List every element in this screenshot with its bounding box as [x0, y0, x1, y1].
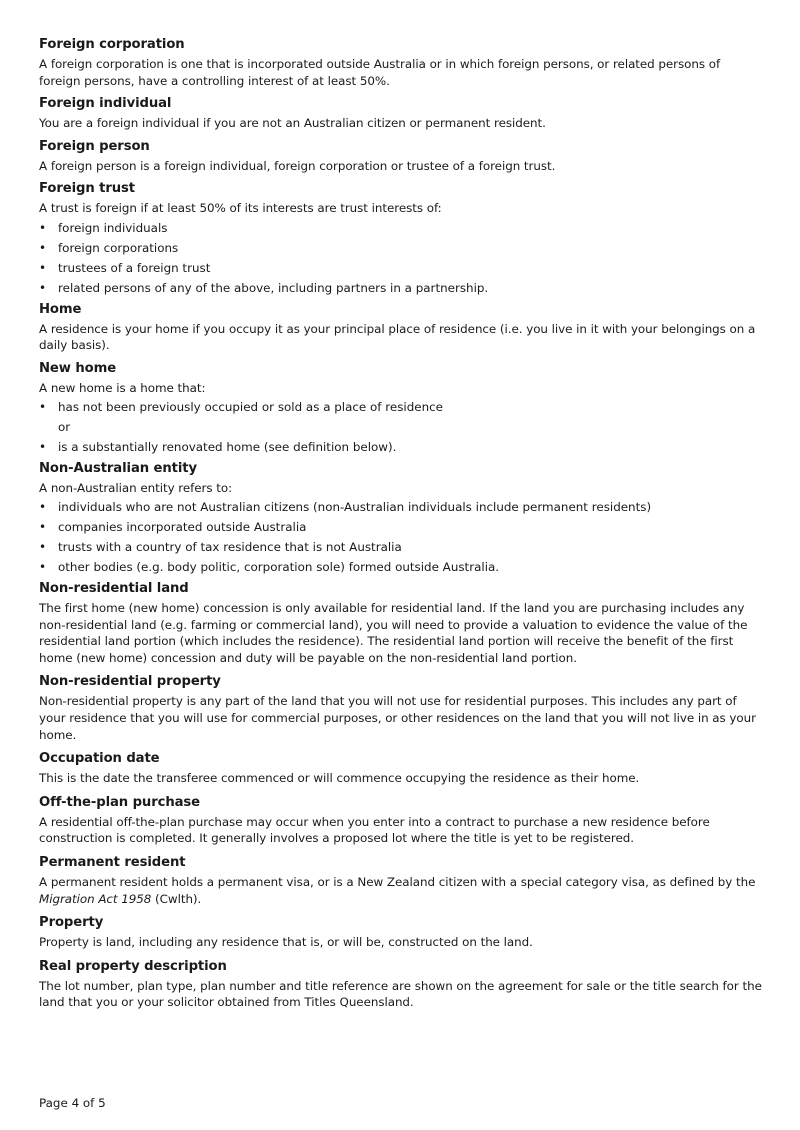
definition-foreign-trust — [39, 181, 763, 296]
term-heading: New home — [39, 360, 117, 376]
term-heading: Permanent resident — [39, 854, 186, 870]
definition-text: A foreign person is a foreign individual, foreign corporation or trustee of a foreign trust. — [39, 158, 556, 173]
definition-text: You are a foreign individual if you are not an Australian citizen or permanent resident. — [39, 116, 546, 131]
definition-text: The lot number, plan type, plan number and title reference are shown on the agreement for sale or the title search for the land that you or your solicitor obtained from Titles Queensland. — [39, 978, 762, 1010]
bullet-item: • foreign individuals — [39, 220, 763, 237]
term-heading: Non-Australian entity — [39, 460, 197, 476]
definition-text: A residence is your home if you occupy it as your principal place of residence (i.e. you live in it with your belongings on a daily basis). — [39, 321, 756, 353]
definition-occupation-date — [39, 751, 763, 787]
definition-text: Non-residential property is any part of the land that you will not use for residential purposes. This includes any part of your residence that you will use for commercial purposes, or other residences on the land that you will not live in as your home. — [39, 694, 756, 742]
definition-non-residential-land — [39, 581, 763, 666]
definition-text — [39, 874, 763, 907]
definition-new-home — [39, 361, 763, 456]
term-heading: Foreign individual — [39, 96, 172, 112]
definition-foreign-individual — [39, 96, 763, 132]
term-heading: Foreign person — [39, 138, 150, 154]
term-heading: Foreign trust — [39, 181, 135, 197]
definition-non-residential-property — [39, 674, 763, 743]
definition-text: A trust is foreign if at least 50% of its interests are trust interests of: — [39, 201, 442, 216]
definition-text: A foreign corporation is one that is incorporated outside Australia or in which foreign persons, or related persons of foreign persons, have a controlling interest of at least 50%. — [39, 57, 721, 88]
definition-text-part: A permanent resident holds a permanent visa, or is a New Zealand citizen with a special category visa, as defined by the — [39, 874, 756, 889]
bullet-item: • foreign corporations — [39, 240, 763, 257]
definition-text: Property is land, including any residence that is, or will be, constructed on the land. — [39, 935, 533, 950]
definition-foreign-person — [39, 139, 763, 175]
definition-text: A residential off-the-plan purchase may occur when you enter into a contract to purchase a new residence before construction is completed. It generally involves a proposed lot where the title is yet to be registered. — [39, 814, 710, 846]
definition-text-part: (Cwlth). — [151, 891, 202, 906]
definitions-list — [39, 37, 763, 1011]
term-heading: Home — [39, 301, 82, 317]
bullet-item: • trustees of a foreign trust — [39, 260, 763, 277]
definition-foreign-corporation — [39, 37, 763, 89]
act-name: Migration Act 1958 — [39, 891, 152, 906]
definition-real-property-description — [39, 959, 763, 1011]
definition-text: A non-Australian entity refers to: — [39, 480, 233, 495]
bullet-item: • companies incorporated outside Australia — [39, 519, 763, 536]
term-heading: Non-residential land — [39, 581, 189, 596]
bullet-item: • trusts with a country of tax residence that is not Australia — [39, 539, 763, 556]
bullet-item: • has not been previously occupied or sold as a place of residence — [39, 399, 763, 416]
definition-text: A new home is a home that: — [39, 380, 206, 395]
definition-permanent-resident — [39, 855, 763, 907]
bullet-item: • is a substantially renovated home (see definition below). — [39, 439, 763, 456]
bullet-list — [39, 220, 763, 297]
definition-property — [39, 915, 763, 951]
definition-text: This is the date the transferee commenced or will commence occupying the residence as their home. — [39, 771, 640, 786]
definition-text: The first home (new home) concession is only available for residential land. If the land you are purchasing includes any non-residential land (e.g. farming or commercial land), you will need to provide a valuation to evidence the value of the residential land portion (which includes the residence). The residential land portion will receive the benefit of the first home (new home) concession and duty will be payable on the non-residential land portion. — [39, 601, 748, 665]
bullet-item: • individuals who are not Australian citizens (non-Australian individuals include permanent residents) — [39, 499, 763, 516]
term-heading: Non-residential property — [39, 674, 221, 690]
bullet-item: • other bodies (e.g. body politic, corporation sole) formed outside Australia. — [39, 559, 763, 576]
or-connector: or — [58, 420, 71, 435]
term-heading: Foreign corporation — [39, 37, 185, 52]
definition-home — [39, 302, 763, 354]
term-heading: Occupation date — [39, 751, 160, 767]
bullet-list — [39, 499, 763, 576]
definition-non-australian-entity — [39, 461, 763, 576]
page-number: Page 4 of 5 — [39, 1096, 106, 1110]
bullet-list — [39, 399, 763, 416]
bullet-item: • related persons of any of the above, including partners in a partnership. — [39, 280, 763, 297]
term-heading: Real property description — [39, 958, 227, 974]
definition-off-the-plan-purchase — [39, 795, 763, 847]
term-heading: Property — [39, 915, 104, 931]
bullet-list — [39, 439, 763, 456]
term-heading: Off-the-plan purchase — [39, 794, 201, 810]
